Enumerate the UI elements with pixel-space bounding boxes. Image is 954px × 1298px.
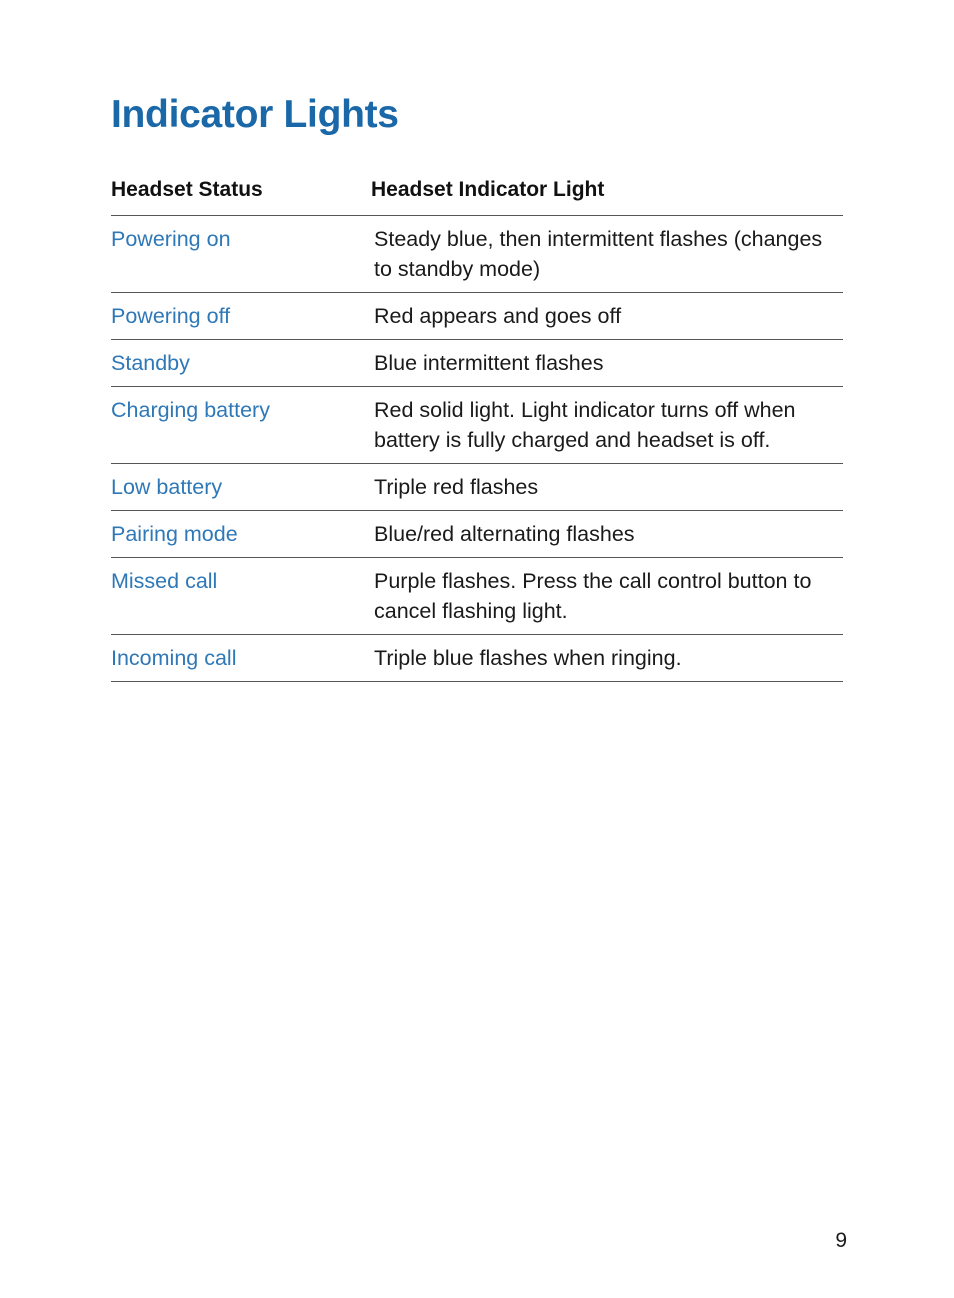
status-cell: Missed call: [111, 558, 371, 635]
table-row: [111, 635, 843, 682]
table-row: [111, 387, 843, 464]
table-row: [111, 464, 843, 511]
table-row: [111, 558, 843, 635]
table-row: [111, 216, 843, 293]
indicator-light-cell: Steady blue, then intermittent flashes (changes to standby mode): [371, 216, 843, 293]
status-cell: Pairing mode: [111, 511, 371, 558]
header-headset-indicator-light: Headset Indicator Light: [371, 170, 843, 216]
indicator-light-cell: Triple red flashes: [371, 464, 843, 511]
table-row: [111, 511, 843, 558]
status-cell: Charging battery: [111, 387, 371, 464]
table-row: [111, 340, 843, 387]
indicator-lights-table: [111, 170, 843, 682]
page-title: Indicator Lights: [111, 93, 399, 136]
table-row: [111, 293, 843, 340]
status-cell: Standby: [111, 340, 371, 387]
status-cell: Low battery: [111, 464, 371, 511]
status-cell: Powering on: [111, 216, 371, 293]
indicator-light-cell: Red appears and goes off: [371, 293, 843, 340]
header-headset-status: Headset Status: [111, 170, 371, 216]
indicator-light-cell: Red solid light. Light indicator turns off when battery is fully charged and headset is off.: [371, 387, 843, 464]
indicator-light-cell: Purple flashes. Press the call control button to cancel flashing light.: [371, 558, 843, 635]
indicator-light-cell: Triple blue flashes when ringing.: [371, 635, 843, 682]
status-cell: Incoming call: [111, 635, 371, 682]
indicator-light-cell: Blue intermittent flashes: [371, 340, 843, 387]
indicator-light-cell: Blue/red alternating flashes: [371, 511, 843, 558]
page-number: 9: [835, 1229, 847, 1252]
table-header-row: [111, 170, 843, 216]
status-cell: Powering off: [111, 293, 371, 340]
